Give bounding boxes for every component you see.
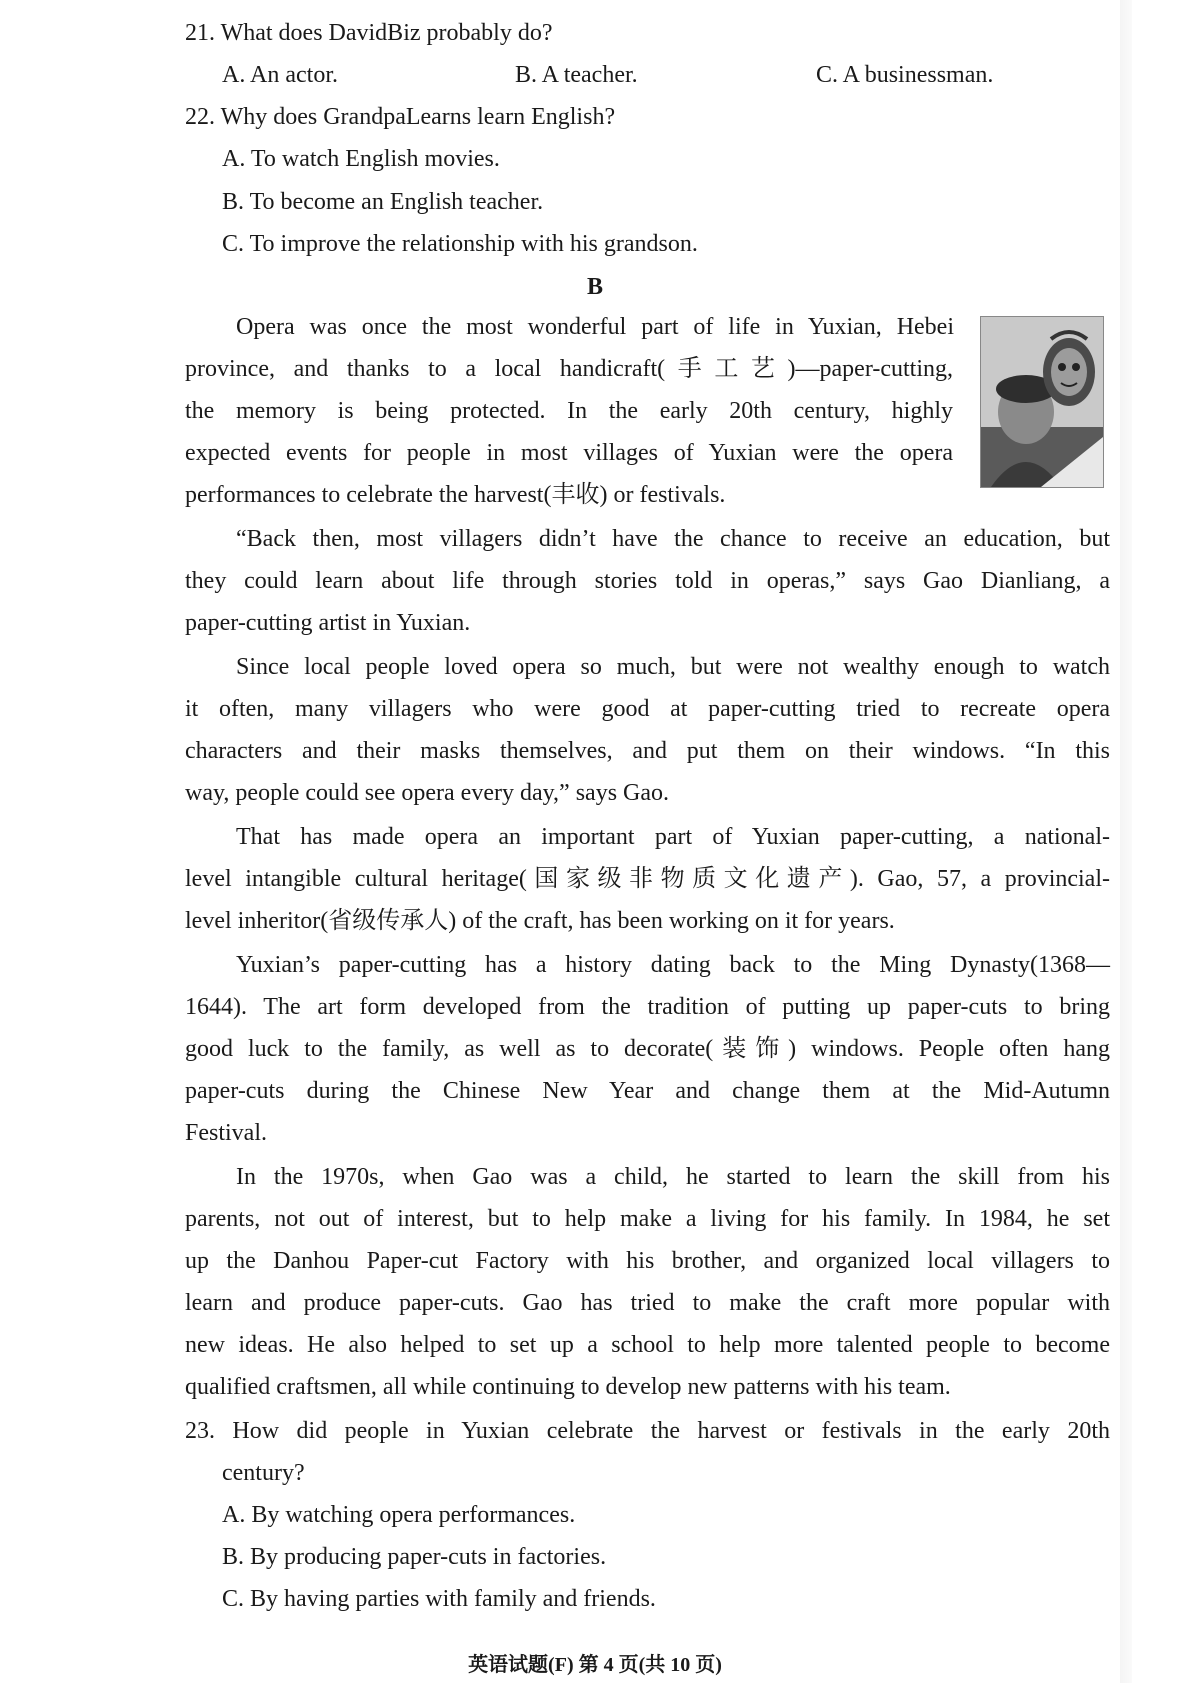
passage-line: up the Danhou Paper-cut Factory with his brother, and organized local villagers to (185, 1248, 1110, 1274)
question-21-option-a: A. An actor. (222, 62, 338, 88)
passage-line: In the 1970s, when Gao was a child, he started to learn the skill from his (236, 1164, 1110, 1190)
passage-line: qualified craftsmen, all while continuing to develop new patterns with his team. (185, 1374, 951, 1400)
question-21-option-c: C. A businessman. (816, 62, 994, 88)
question-22-stem: 22. Why does GrandpaLearns learn English? (185, 104, 616, 130)
question-22-option-c: C. To improve the relationship with his grandson. (222, 231, 698, 257)
question-23-stem-continued: century? (222, 1460, 305, 1486)
question-23-option-b: B. By producing paper-cuts in factories. (222, 1544, 607, 1570)
paper-cutting-artist-photo (980, 316, 1104, 488)
passage-line: way, people could see opera every day,” says Gao. (185, 780, 670, 806)
passage-line: learn and produce paper-cuts. Gao has tried to make the craft more popular with (185, 1290, 1110, 1316)
question-22-option-a: A. To watch English movies. (222, 146, 500, 172)
passage-line: they could learn about life through stories told in operas,” says Gao Dianliang, a (185, 568, 1110, 594)
question-21-option-b: B. A teacher. (515, 62, 638, 88)
passage-line: That has made opera an important part of Yuxian paper-cutting, a national- (236, 824, 1110, 850)
question-21-stem: 21. What does DavidBiz probably do? (185, 20, 553, 46)
passage-line: “Back then, most villagers didn’t have the chance to receive an education, but (236, 526, 1110, 552)
page-edge-shadow (1120, 0, 1132, 1683)
question-23-stem: 23. How did people in Yuxian celebrate the harvest or festivals in the early 20th (185, 1418, 1110, 1444)
passage-line: characters and their masks themselves, and put them on their windows. “In this (185, 738, 1110, 764)
passage-line: level intangible cultural heritage(国家级非物质文化遗产). Gao, 57, a provincial- (185, 866, 1110, 892)
passage-line: paper-cutting artist in Yuxian. (185, 610, 471, 636)
passage-line: parents, not out of interest, but to help make a living for his family. In 1984, he set (185, 1206, 1110, 1232)
passage-line: Since local people loved opera so much, but were not wealthy enough to watch (236, 654, 1110, 680)
passage-line: Yuxian’s paper-cutting has a history dating back to the Ming Dynasty(1368— (236, 952, 1110, 978)
passage-line: province, and thanks to a local handicraft(手工艺)—paper-cutting, (185, 356, 953, 382)
passage-line: it often, many villagers who were good at paper-cutting tried to recreate opera (185, 696, 1110, 722)
passage-line: Festival. (185, 1120, 267, 1146)
question-22-option-b: B. To become an English teacher. (222, 189, 544, 215)
passage-line: Opera was once the most wonderful part of life in Yuxian, Hebei (236, 314, 954, 340)
passage-line: level inheritor(省级传承人) of the craft, has been working on it for years. (185, 908, 895, 934)
passage-line: paper-cuts during the Chinese New Year and change them at the Mid-Autumn (185, 1078, 1110, 1104)
passage-line: the memory is being protected. In the early 20th century, highly (185, 398, 953, 424)
passage-line: good luck to the family, as well as to decorate(装饰) windows. People often hang (185, 1036, 1110, 1062)
passage-line: expected events for people in most villages of Yuxian were the opera (185, 440, 953, 466)
question-23-option-c: C. By having parties with family and friends. (222, 1586, 656, 1612)
passage-line: 1644). The art form developed from the tradition of putting up paper-cuts to bring (185, 994, 1110, 1020)
question-23-option-a: A. By watching opera performances. (222, 1502, 576, 1528)
section-b-heading: B (586, 274, 603, 300)
page-footer: 英语试题(F) 第 4 页(共 10 页) (468, 1654, 722, 1676)
passage-line: new ideas. He also helped to set up a school to help more talented people to become (185, 1332, 1110, 1358)
artist-photo-illustration (981, 317, 1103, 487)
passage-line: performances to celebrate the harvest(丰收) or festivals. (185, 482, 726, 508)
